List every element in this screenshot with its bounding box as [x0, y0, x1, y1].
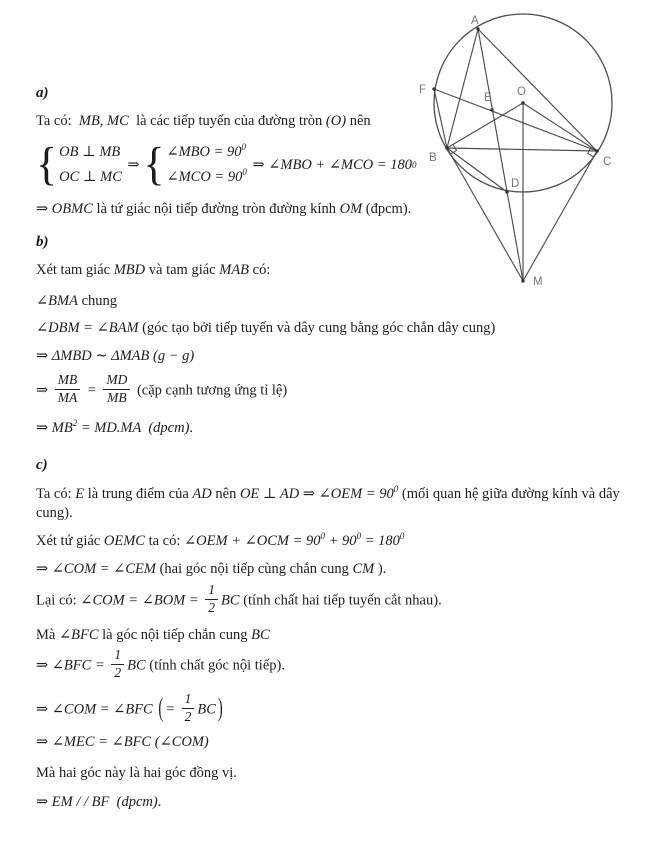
plain-text: là các tiếp tuyến của đường tròn — [128, 113, 326, 129]
plain-text: ta có: — [144, 533, 185, 550]
tall-paren: ) — [217, 693, 223, 724]
com-equals-cem — [36, 560, 621, 579]
system-rows — [166, 143, 246, 187]
fraction-denominator: 2 — [184, 709, 192, 725]
point-dot-E — [490, 108, 493, 111]
plain-text: ⇒ — [36, 793, 52, 810]
label-C: C — [603, 156, 612, 168]
point-dot-A — [476, 27, 479, 30]
fraction-numerator: MD — [103, 373, 130, 390]
superscript: 0 — [242, 167, 247, 178]
plain-text: ⇒ — [36, 348, 52, 364]
plain-text: có: — [249, 262, 271, 278]
fraction-denominator: MB — [107, 389, 127, 405]
label-A: A — [471, 15, 479, 27]
point-dot-F — [432, 87, 435, 90]
math-text: MB — [51, 420, 73, 437]
plain-text: (cặp cạnh tương ứng tỉ lệ) — [133, 382, 288, 399]
math-text: AD — [192, 486, 212, 503]
plain-text: chung — [77, 293, 118, 309]
superscript: 0 — [393, 484, 399, 495]
left-brace: { — [36, 138, 58, 191]
plain-text: Mà — [36, 627, 59, 644]
math-text: = 180 — [361, 533, 400, 550]
math-text: ∠MEC = ∠BFC — [51, 733, 155, 750]
fraction — [103, 373, 130, 405]
plain-text: Mà hai góc này là hai góc đồng vị. — [36, 764, 237, 781]
fraction-denominator: 2 — [208, 599, 216, 615]
section-heading-label: b) — [36, 234, 49, 250]
math-text: ∠MBO + ∠MCO = 180 — [268, 156, 412, 173]
label-D: D — [511, 178, 520, 190]
plain-text: ⇒ — [36, 657, 52, 674]
fraction — [182, 692, 195, 724]
plain-text: (góc tạo bởi tiếp tuyến và dây cung bằng góc chắn dây cung) — [138, 320, 496, 336]
plain-text: nên — [211, 486, 240, 503]
math-text: E — [75, 486, 85, 503]
superscript: 2 — [72, 418, 78, 429]
math-text: OBMC — [51, 201, 93, 217]
plain-text: ⇒ — [123, 156, 144, 173]
plain-text: nên — [346, 113, 371, 129]
plain-text: Lại có: — [36, 592, 81, 609]
mb-squared — [36, 419, 621, 438]
math-text: = MD.MA (dpcm) — [77, 420, 190, 437]
math-text: CM — [352, 561, 375, 578]
plain-text: . — [157, 793, 162, 810]
system-row — [59, 168, 122, 187]
fraction-denominator: 2 — [114, 664, 122, 680]
label-O: O — [517, 86, 526, 98]
plain-text: (tính chất góc nội tiếp). — [145, 657, 285, 674]
math-text: MAB — [219, 262, 250, 278]
label-M: M — [533, 276, 543, 288]
plain-text: ⇒ — [36, 733, 52, 750]
math-text: ∠BFC = — [51, 657, 109, 674]
label-F: F — [419, 84, 427, 96]
math-text: ∠MBO = 90 — [166, 144, 242, 160]
left-brace: { — [143, 138, 165, 191]
fraction-numerator: 1 — [182, 692, 195, 709]
math-text: MB, MC — [78, 113, 129, 129]
plain-text: Xét tứ giác — [36, 533, 104, 550]
system-row — [166, 168, 246, 187]
label-E: E — [484, 92, 492, 104]
superscript: 0 — [399, 531, 405, 542]
segment-BD — [447, 148, 507, 192]
com-equals-bom — [36, 582, 621, 617]
bfc-inscribed — [36, 626, 621, 645]
system-of-angles: { OB ⊥ MB OC ⊥ MC ⇒ { ∠MBO = $90^0$ ∠MCO = $90^0$ ⇒ ∠MBO + ∠MCO = 180 0 — [36, 138, 417, 191]
fraction — [111, 648, 124, 680]
plain-text: là tứ giác nội tiếp đường tròn đường kính — [92, 201, 340, 217]
math-text: (g − g) — [153, 348, 195, 364]
fraction — [55, 373, 81, 405]
math-text: EM / / BF (dpcm) — [51, 793, 158, 810]
tall-paren: ( — [158, 693, 164, 724]
superscript: 0 — [320, 531, 326, 542]
point-dot-D — [505, 190, 508, 193]
label-B: B — [429, 152, 437, 164]
plain-text: ⇒ — [36, 701, 52, 718]
point-dot-B — [445, 146, 448, 149]
plain-text: ). — [374, 561, 387, 578]
plain-text: (tính chất hai tiếp tuyến cắt nhau). — [239, 592, 442, 609]
math-text: ΔMBD ∼ ΔMAB — [51, 348, 154, 364]
math-text: OB ⊥ MB — [59, 144, 121, 160]
system-row — [59, 143, 122, 162]
math-text: ∠OEM = 90 — [318, 486, 394, 503]
equation-system — [36, 138, 122, 191]
math-text: MBD — [113, 262, 146, 278]
math-text: OC ⊥ MC — [59, 169, 122, 185]
section-heading-label: a) — [36, 85, 49, 101]
point-dot-M — [521, 279, 524, 282]
heading-c — [36, 456, 621, 475]
tangent-chord-angle — [36, 319, 621, 338]
ratio-of-sides — [36, 372, 621, 407]
segment-AC — [478, 29, 597, 151]
math-text: OEMC — [103, 533, 145, 550]
point-dot-O — [521, 101, 524, 104]
segment-OB — [447, 103, 523, 148]
math-text: = — [165, 701, 179, 718]
math-text: ∠OEM + ∠OCM = 90 — [184, 533, 321, 550]
math-text: BC — [221, 592, 240, 609]
mec-equals-bfc — [36, 733, 621, 752]
superscript: 0 — [356, 531, 362, 542]
math-text: OM — [339, 201, 363, 217]
plain-text: Ta có: — [36, 113, 79, 129]
segment-BC — [447, 148, 597, 151]
em-parallel-bf — [36, 793, 621, 812]
math-text: ∠BFC — [58, 627, 99, 644]
plain-text: ⇒ — [248, 156, 269, 173]
math-text: (O) — [325, 113, 347, 129]
math-text: ∠BMA — [36, 293, 78, 309]
math-text: (∠COM) — [154, 733, 209, 750]
plain-text: (mối quan hệ giữa đường kính và dây cung). — [36, 486, 624, 522]
plain-text: (đpcm). — [362, 201, 412, 217]
math-text: BC — [197, 701, 216, 718]
plain-text: ⇒ — [36, 420, 52, 437]
point-dot-C — [595, 149, 598, 152]
fraction-numerator: 1 — [205, 583, 218, 600]
plain-text: ⇒ — [299, 486, 319, 503]
math-text: ∠COM = ∠BOM = — [80, 592, 203, 609]
math-text: ∠COM = ∠CEM — [51, 561, 156, 578]
equation-system — [143, 138, 247, 191]
system-rows — [59, 143, 122, 187]
math-text: OE ⊥ AD — [239, 486, 300, 503]
com-equals-bfc — [36, 691, 621, 726]
math-text: BC — [251, 627, 270, 644]
math-text: + 90 — [325, 533, 357, 550]
plain-text: và tam giác — [145, 262, 220, 278]
plain-text: ⇒ — [36, 382, 52, 399]
plain-text: Xét tam giác — [36, 262, 114, 278]
plain-text: ⇒ — [36, 561, 52, 578]
math-text: BC — [127, 657, 146, 674]
math-text: ∠COM = ∠BFC — [51, 701, 157, 718]
similar-triangles — [36, 347, 621, 366]
plain-text: là trung điểm của — [84, 486, 193, 503]
plain-text: (hai góc nội tiếp cùng chắn cung — [155, 561, 353, 578]
segment-CM — [523, 151, 597, 281]
fraction-denominator: MA — [57, 389, 78, 405]
math-text: ∠MCO = 90 — [166, 169, 243, 185]
bfc-half-bc — [36, 647, 621, 682]
segment-AM — [478, 29, 523, 281]
fraction-numerator: 1 — [111, 648, 124, 665]
fraction — [205, 583, 218, 615]
plain-text: Ta có: — [36, 486, 76, 503]
quadrilateral-oemc — [36, 532, 621, 551]
fraction-numerator: MB — [55, 373, 81, 390]
segment-AB — [447, 29, 478, 148]
midpoint-oem — [36, 484, 624, 523]
geometry-diagram — [400, 0, 650, 300]
section-heading-label: c) — [36, 457, 48, 474]
plain-text: ⇒ — [36, 201, 52, 217]
corresponding-angles — [36, 764, 621, 783]
math-text: ∠DBM = ∠BAM — [36, 320, 139, 336]
superscript: 0 — [241, 142, 247, 153]
plain-text: là góc nội tiếp chắn cung — [98, 627, 252, 644]
system-row — [166, 143, 246, 162]
plain-text: . — [189, 420, 194, 437]
math-text: = — [83, 382, 101, 399]
